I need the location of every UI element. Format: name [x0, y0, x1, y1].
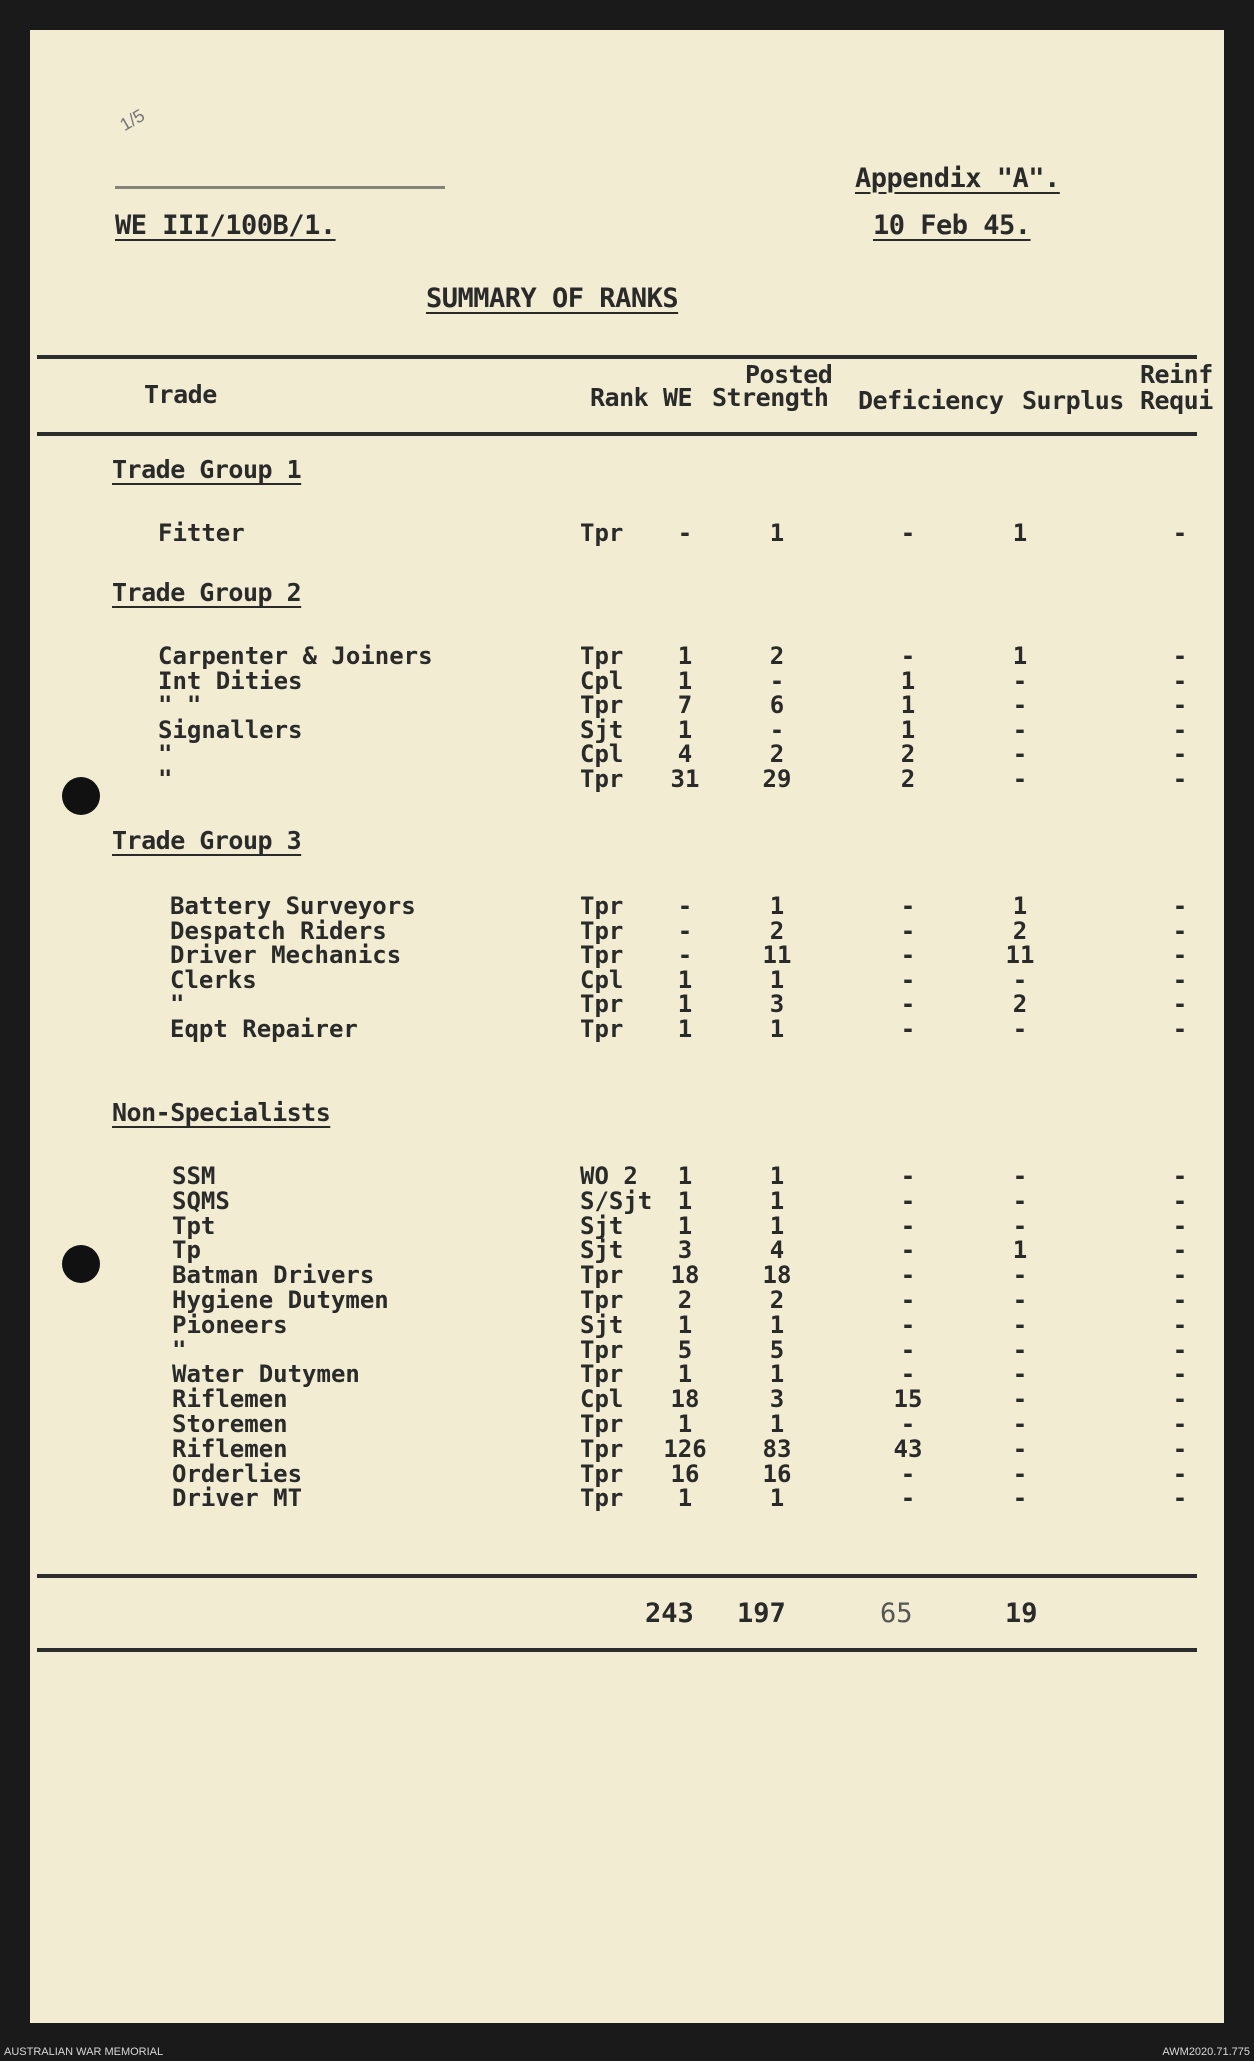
cell-reinforcements: - — [1172, 1336, 1188, 1364]
cell-we: 1 — [677, 990, 693, 1018]
cell-we: 18 — [670, 1385, 700, 1413]
cell-surplus: 1 — [1012, 1236, 1028, 1264]
cell-deficiency: - — [900, 519, 916, 547]
footer-accession: AWM2020.71.775 — [1162, 2046, 1250, 2058]
cell-posted: 1 — [769, 892, 785, 920]
cell-deficiency: - — [900, 1460, 916, 1488]
cell-trade: Batman Drivers — [172, 1261, 375, 1289]
total-we: 243 — [645, 1598, 694, 1629]
cell-we: 31 — [670, 765, 700, 793]
cell-deficiency: 2 — [900, 765, 916, 793]
cell-rank: S/Sjt — [580, 1187, 653, 1215]
cell-surplus: - — [1012, 1015, 1028, 1043]
cell-posted: 1 — [769, 1410, 785, 1438]
cell-posted: 3 — [769, 990, 785, 1018]
cell-posted: 2 — [769, 917, 785, 945]
cell-reinforcements: - — [1172, 1162, 1188, 1190]
cell-trade: Carpenter & Joiners — [158, 642, 433, 670]
trade-group-title: Trade Group 2 — [112, 578, 302, 607]
cell-rank: Tpr — [580, 691, 624, 719]
cell-deficiency: 1 — [900, 667, 916, 695]
cell-deficiency: 1 — [900, 691, 916, 719]
cell-surplus: 1 — [1012, 642, 1028, 670]
cell-rank: Tpr — [580, 1484, 624, 1512]
cell-reinforcements: - — [1172, 1385, 1188, 1413]
col-header-reinf-1: Reinf — [1140, 360, 1213, 389]
cell-reinforcements: - — [1172, 691, 1188, 719]
cell-rank: Tpr — [580, 765, 624, 793]
cell-deficiency: - — [900, 966, 916, 994]
cell-surplus: - — [1012, 667, 1028, 695]
cell-posted: 11 — [762, 941, 792, 969]
cell-reinforcements: - — [1172, 519, 1188, 547]
cell-reinforcements: - — [1172, 1212, 1188, 1240]
cell-rank: Sjt — [580, 1236, 624, 1264]
cell-reinforcements: - — [1172, 966, 1188, 994]
cell-rank: Cpl — [580, 740, 624, 768]
cell-posted: 29 — [762, 765, 792, 793]
col-header-posted-2: Strength — [712, 383, 829, 412]
cell-posted: 1 — [769, 1484, 785, 1512]
punch-hole-bottom — [62, 1245, 100, 1283]
cell-rank: Tpr — [580, 990, 624, 1018]
cell-posted: 83 — [762, 1435, 792, 1463]
cell-we: 1 — [677, 716, 693, 744]
col-header-surplus: Surplus — [1022, 386, 1124, 415]
cell-we: - — [677, 519, 693, 547]
cell-surplus: 1 — [1012, 892, 1028, 920]
cell-deficiency: - — [900, 1484, 916, 1512]
cell-reinforcements: - — [1172, 740, 1188, 768]
unit-line-redacted — [115, 160, 445, 189]
cell-we: 1 — [677, 1187, 693, 1215]
cell-deficiency: - — [900, 892, 916, 920]
cell-trade: Tp — [172, 1236, 201, 1264]
totals-top-rule — [37, 1574, 1197, 1578]
cell-posted: - — [769, 716, 785, 744]
cell-trade: Eqpt Repairer — [170, 1015, 358, 1043]
cell-rank: Tpr — [580, 1410, 624, 1438]
cell-deficiency: 43 — [893, 1435, 923, 1463]
col-header-trade: Trade — [144, 380, 217, 409]
footer-source: AUSTRALIAN WAR MEMORIAL — [4, 2046, 164, 2058]
cell-reinforcements: - — [1172, 1261, 1188, 1289]
cell-we: 1 — [677, 1360, 693, 1388]
cell-surplus: - — [1012, 1286, 1028, 1314]
cell-deficiency: - — [900, 941, 916, 969]
cell-surplus: - — [1012, 1336, 1028, 1364]
cell-surplus: - — [1012, 1460, 1028, 1488]
cell-reinforcements: - — [1172, 1187, 1188, 1215]
cell-surplus: - — [1012, 1410, 1028, 1438]
cell-trade: Hygiene Dutymen — [172, 1286, 389, 1314]
cell-trade: Clerks — [170, 966, 257, 994]
cell-trade: " — [172, 1336, 187, 1364]
appendix-label: Appendix "A". — [855, 163, 1060, 194]
cell-we: 16 — [670, 1460, 700, 1488]
cell-posted: 4 — [769, 1236, 785, 1264]
cell-surplus: - — [1012, 1484, 1028, 1512]
cell-reinforcements: - — [1172, 1311, 1188, 1339]
cell-trade: Riflemen — [172, 1435, 288, 1463]
cell-we: 4 — [677, 740, 693, 768]
cell-reinforcements: - — [1172, 1460, 1188, 1488]
cell-posted: 18 — [762, 1261, 792, 1289]
cell-deficiency: - — [900, 990, 916, 1018]
cell-posted: 3 — [769, 1385, 785, 1413]
punch-hole-top — [62, 777, 100, 815]
cell-trade: Tpt — [172, 1212, 216, 1240]
cell-posted: 1 — [769, 1212, 785, 1240]
cell-trade: Int Dities — [158, 667, 303, 695]
cell-surplus: - — [1012, 1435, 1028, 1463]
cell-posted: - — [769, 667, 785, 695]
cell-trade: Riflemen — [172, 1385, 288, 1413]
cell-posted: 1 — [769, 1162, 785, 1190]
trade-group-title: Trade Group 3 — [112, 826, 302, 855]
total-posted: 197 — [737, 1598, 786, 1629]
cell-rank: Tpr — [580, 1015, 624, 1043]
cell-rank: Tpr — [580, 642, 624, 670]
cell-reinforcements: - — [1172, 667, 1188, 695]
cell-trade: " " — [158, 691, 202, 719]
cell-we: - — [677, 941, 693, 969]
cell-deficiency: - — [900, 1162, 916, 1190]
page-title: SUMMARY OF RANKS — [426, 283, 679, 314]
cell-trade: Despatch Riders — [170, 917, 387, 945]
cell-rank: Tpr — [580, 941, 624, 969]
cell-rank: Tpr — [580, 1261, 624, 1289]
cell-reinforcements: - — [1172, 765, 1188, 793]
cell-we: 1 — [677, 1484, 693, 1512]
cell-trade: Signallers — [158, 716, 303, 744]
document-date: 10 Feb 45. — [873, 210, 1031, 241]
cell-posted: 16 — [762, 1460, 792, 1488]
cell-rank: Tpr — [580, 1435, 624, 1463]
cell-trade: Battery Surveyors — [170, 892, 416, 920]
cell-reinforcements: - — [1172, 1286, 1188, 1314]
cell-rank: Tpr — [580, 892, 624, 920]
cell-surplus: - — [1012, 716, 1028, 744]
cell-deficiency: - — [900, 1187, 916, 1215]
cell-trade: SQMS — [172, 1187, 230, 1215]
cell-we: 1 — [677, 1410, 693, 1438]
cell-deficiency: 1 — [900, 716, 916, 744]
cell-reinforcements: - — [1172, 1236, 1188, 1264]
cell-trade: " — [158, 765, 173, 793]
cell-we: 1 — [677, 1311, 693, 1339]
trade-group-title: Trade Group 1 — [112, 455, 302, 484]
cell-surplus: - — [1012, 1261, 1028, 1289]
cell-reinforcements: - — [1172, 941, 1188, 969]
cell-surplus: - — [1012, 1212, 1028, 1240]
cell-deficiency: - — [900, 1336, 916, 1364]
cell-surplus: - — [1012, 1162, 1028, 1190]
cell-reinforcements: - — [1172, 917, 1188, 945]
cell-reinforcements: - — [1172, 1435, 1188, 1463]
cell-deficiency: - — [900, 1311, 916, 1339]
cell-trade: Fitter — [158, 519, 245, 547]
cell-rank: Sjt — [580, 716, 624, 744]
cell-reinforcements: - — [1172, 1360, 1188, 1388]
cell-trade: " — [170, 990, 185, 1018]
col-header-rank: Rank — [590, 383, 649, 412]
cell-surplus: 1 — [1012, 519, 1028, 547]
cell-we: 2 — [677, 1286, 693, 1314]
cell-deficiency: - — [900, 1015, 916, 1043]
cell-surplus: - — [1012, 691, 1028, 719]
cell-trade: Driver Mechanics — [170, 941, 402, 969]
cell-posted: 1 — [769, 1311, 785, 1339]
cell-deficiency: - — [900, 1286, 916, 1314]
cell-reinforcements: - — [1172, 1410, 1188, 1438]
cell-we: 1 — [677, 1162, 693, 1190]
cell-posted: 2 — [769, 642, 785, 670]
cell-deficiency: - — [900, 1236, 916, 1264]
total-deficiency: 65 — [880, 1598, 913, 1629]
cell-deficiency: 2 — [900, 740, 916, 768]
document-reference: WE III/100B/1. — [115, 210, 336, 241]
cell-rank: Tpr — [580, 519, 624, 547]
cell-rank: WO 2 — [580, 1162, 638, 1190]
cell-rank: Tpr — [580, 1460, 624, 1488]
cell-rank: Sjt — [580, 1311, 624, 1339]
cell-we: 3 — [677, 1236, 693, 1264]
cell-reinforcements: - — [1172, 1015, 1188, 1043]
cell-deficiency: - — [900, 642, 916, 670]
cell-we: 7 — [677, 691, 693, 719]
cell-surplus: - — [1012, 966, 1028, 994]
cell-posted: 2 — [769, 740, 785, 768]
cell-posted: 6 — [769, 691, 785, 719]
cell-rank: Cpl — [580, 966, 624, 994]
cell-trade: Water Dutymen — [172, 1360, 360, 1388]
cell-deficiency: - — [900, 1261, 916, 1289]
col-header-we: WE — [663, 383, 693, 412]
cell-we: 18 — [670, 1261, 700, 1289]
cell-rank: Cpl — [580, 667, 624, 695]
cell-we: 126 — [663, 1435, 707, 1463]
cell-rank: Cpl — [580, 1385, 624, 1413]
cell-trade: Storemen — [172, 1410, 288, 1438]
cell-deficiency: - — [900, 917, 916, 945]
cell-posted: 1 — [769, 519, 785, 547]
cell-deficiency: - — [900, 1410, 916, 1438]
pencil-annotation: 1/5 — [116, 105, 149, 135]
cell-trade: SSM — [172, 1162, 216, 1190]
trade-group-title: Non-Specialists — [112, 1098, 331, 1127]
col-header-posted-1: Posted — [745, 360, 833, 389]
cell-surplus: - — [1012, 1360, 1028, 1388]
cell-trade: Driver MT — [172, 1484, 303, 1512]
totals-bottom-rule — [37, 1648, 1197, 1652]
cell-we: - — [677, 892, 693, 920]
cell-we: 1 — [677, 966, 693, 994]
cell-deficiency: 15 — [893, 1385, 923, 1413]
cell-trade: Orderlies — [172, 1460, 303, 1488]
cell-posted: 1 — [769, 1187, 785, 1215]
cell-rank: Tpr — [580, 1336, 624, 1364]
cell-reinforcements: - — [1172, 892, 1188, 920]
top-rule — [37, 355, 1197, 359]
cell-reinforcements: - — [1172, 642, 1188, 670]
cell-surplus: - — [1012, 765, 1028, 793]
cell-we: 5 — [677, 1336, 693, 1364]
cell-surplus: - — [1012, 1187, 1028, 1215]
cell-rank: Sjt — [580, 1212, 624, 1240]
cell-surplus: - — [1012, 740, 1028, 768]
cell-we: 1 — [677, 642, 693, 670]
cell-we: - — [677, 917, 693, 945]
cell-rank: Tpr — [580, 1360, 624, 1388]
col-header-deficiency: Deficiency — [858, 386, 1004, 415]
cell-trade: " — [158, 740, 173, 768]
cell-deficiency: - — [900, 1360, 916, 1388]
cell-trade: Pioneers — [172, 1311, 288, 1339]
cell-reinforcements: - — [1172, 716, 1188, 744]
cell-surplus: 2 — [1012, 917, 1028, 945]
total-surplus: 19 — [1005, 1598, 1038, 1629]
cell-posted: 1 — [769, 1360, 785, 1388]
cell-deficiency: - — [900, 1212, 916, 1240]
cell-surplus: - — [1012, 1385, 1028, 1413]
cell-rank: Tpr — [580, 1286, 624, 1314]
cell-we: 1 — [677, 667, 693, 695]
cell-posted: 5 — [769, 1336, 785, 1364]
cell-posted: 2 — [769, 1286, 785, 1314]
cell-reinforcements: - — [1172, 1484, 1188, 1512]
col-header-reinf-2: Requi — [1140, 386, 1213, 415]
cell-posted: 1 — [769, 966, 785, 994]
header-rule — [37, 432, 1197, 436]
cell-surplus: 11 — [1005, 941, 1035, 969]
cell-surplus: - — [1012, 1311, 1028, 1339]
cell-we: 1 — [677, 1212, 693, 1240]
cell-reinforcements: - — [1172, 990, 1188, 1018]
cell-posted: 1 — [769, 1015, 785, 1043]
cell-rank: Tpr — [580, 917, 624, 945]
cell-we: 1 — [677, 1015, 693, 1043]
cell-surplus: 2 — [1012, 990, 1028, 1018]
